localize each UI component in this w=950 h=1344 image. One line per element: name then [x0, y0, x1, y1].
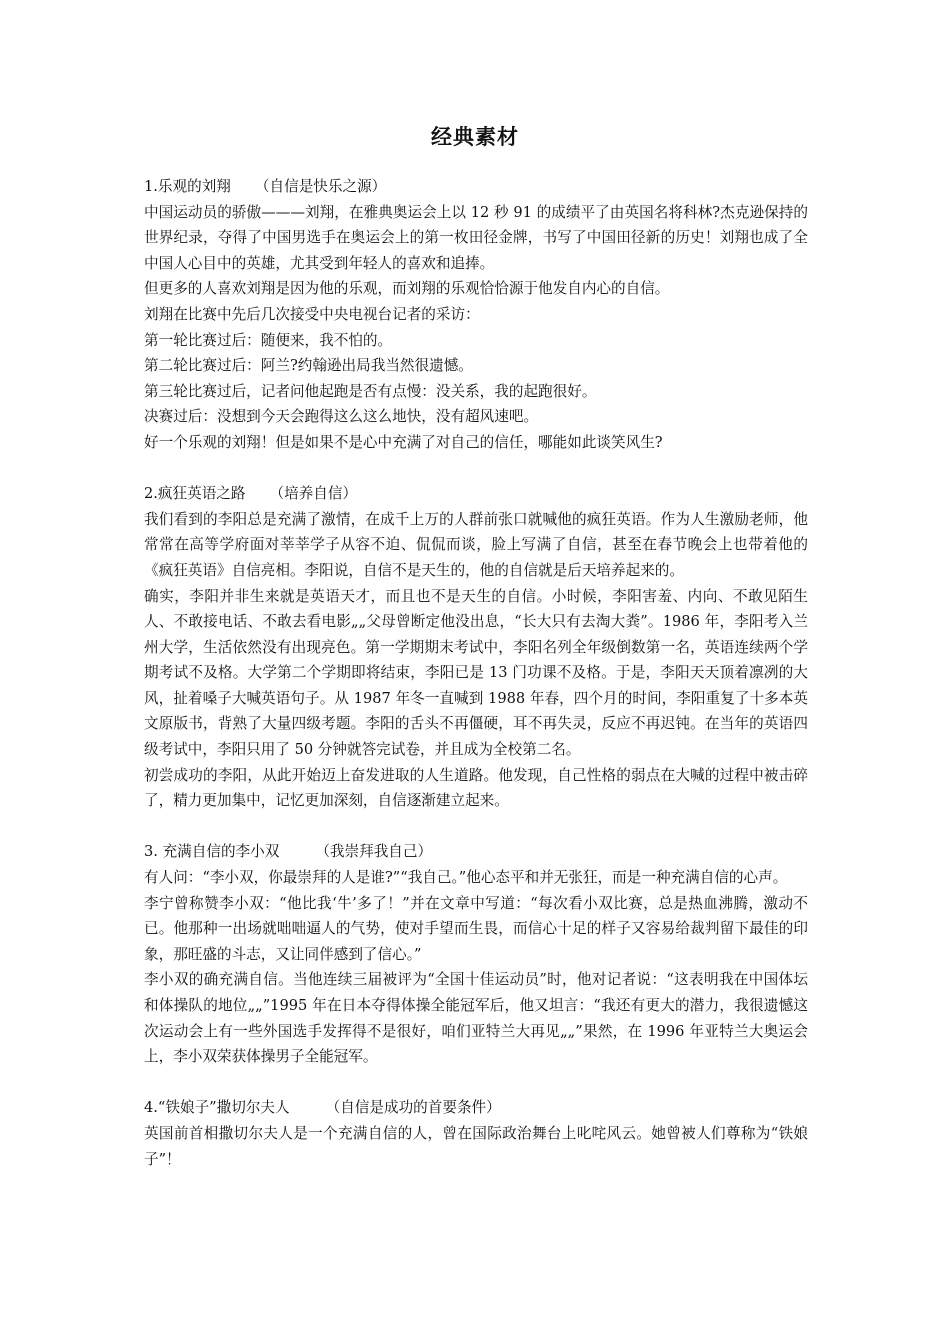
- section-heading-note: （培养自信）: [269, 485, 358, 503]
- section-heading-note: （自信是成功的首要条件）: [325, 1099, 501, 1117]
- paragraph: 刘翔在比赛中先后几次接受中央电视台记者的采访：: [144, 305, 480, 323]
- document-body: [144, 174, 808, 1172]
- paragraph: 有人问：“李小双，你最崇拜的人是谁?”“我自己。”他心态平和并无张狂，而是一种充满自信的心声。: [144, 869, 788, 887]
- paragraph: 我们看到的李阳总是充满了激情，在成千上万的人群前张口就喊他的疯狂英语。作为人生激励老师，他常常在高等学府面对莘莘学子从容不迫、侃侃而谈，脸上写满了自信，甚至在春节晚会上也带着他的《疯狂英语》自信亮相。李阳说，自信不是天生的，他的自信就是后天培养起来的。: [144, 510, 808, 579]
- paragraph: 李宁曾称赞李小双：“他比我‘牛’多了！”并在文章中写道：“每次看小双比赛，总是热血沸腾，激动不已。他那种一出场就咄咄逼人的气势，使对手望而生畏，而信心十足的样子又容易给裁判留下最佳的印象，那旺盛的斗志，又让同伴感到了信心。”: [144, 894, 808, 963]
- section-heading-text: 1.乐观的刘翔: [144, 178, 231, 195]
- paragraph: 李小双的确充满自信。当他连续三届被评为“全国十佳运动员”时，他对记者说：“这表明我在中国体坛和体操队的地位„„”1995 年在日本夺得体操全能冠军后，他又坦言：“我还有更大的潜力，我很遗憾这次运动会上有一些外国选手发挥得不是很好，咱们亚特兰大再见„„”果然，在 1996 年亚特兰大奥运会上，李小双荣获体操男子全能冠军。: [144, 971, 808, 1066]
- paragraph: 中国运动员的骄傲———刘翔，在雅典奥运会上以 12 秒 91 的成绩平了由英国名将科林?杰克逊保持的世界纪录，夺得了中国男选手在奥运会上的第一枚田径金牌，书写了中国田径新的历史！刘翔也成了全中国人心目中的英雄，尤其受到年轻人的喜欢和追捧。: [144, 203, 808, 272]
- section-heading-note: （自信是快乐之源）: [254, 178, 387, 195]
- section-heading-text: 2.疯狂英语之路: [144, 485, 246, 503]
- section-heading-text: 4.“铁娘子”撒切尔夫人: [144, 1099, 290, 1117]
- section-thatcher: [144, 1095, 808, 1172]
- section-heading-text: 3. 充满自信的李小双: [144, 843, 280, 861]
- paragraph: 确实，李阳并非生来就是英语天才，而且也不是天生的自信。小时候，李阳害羞、内向、不敢见陌生人、不敢接电话、不敢去看电影„„父母曾断定他没出息，“长大只有去淘大粪”。1986 年，李阳考入兰州大学，生活依然没有出现亮色。第一学期期末考试中，李阳名列全年级倒数第一名，英语连续两个学期考试不及格。大学第二个学期即将结束，李阳已是 13 门功课不及格。于是，李阳天天顶着凛冽的大风，扯着嗓子大喊英语句子。从 1987 年冬一直喊到 1988 年春，四个月的时间，李阳重复了十多本英文原版书，背熟了大量四级考题。李阳的舌头不再僵硬，耳不再失灵，反应不再迟钝。在当年的英语四级考试中，李阳只用了 50 分钟就答完试卷，并且成为全校第二名。: [144, 587, 808, 759]
- paragraph: 但更多的人喜欢刘翔是因为他的乐观，而刘翔的乐观恰恰源于他发自内心的自信。: [144, 280, 670, 298]
- section-heading: [144, 481, 808, 507]
- paragraph: 第一轮比赛过后：随便来，我不怕的。: [144, 331, 393, 349]
- paragraph: 第二轮比赛过后：阿兰?约翰逊出局我当然很遗憾。: [144, 357, 473, 375]
- document-title: 经典素材: [431, 124, 519, 149]
- section-heading: [144, 839, 808, 865]
- paragraph: 好一个乐观的刘翔！但是如果不是心中充满了对自己的信任，哪能如此谈笑风生?: [144, 433, 663, 451]
- section-heading-note: （我崇拜我自己）: [315, 843, 433, 861]
- paragraph: 英国前首相撒切尔夫人是一个充满自信的人，曾在国际政治舞台上叱咤风云。她曾被人们尊称为“铁娘子”！: [144, 1124, 808, 1168]
- section-heading: [144, 1095, 808, 1121]
- section-crazy-english: [144, 481, 808, 814]
- section-li-xiaoshuang: [144, 839, 808, 1069]
- paragraph: 第三轮比赛过后，记者问他起跑是否有点慢：没关系，我的起跑很好。: [144, 382, 597, 400]
- section-heading: [144, 174, 808, 200]
- section-liu-xiang: [144, 174, 808, 456]
- paragraph: 决赛过后：没想到今天会跑得这么这么地快，没有超风速吧。: [144, 408, 539, 426]
- paragraph: 初尝成功的李阳，从此开始迈上奋发进取的人生道路。他发现，自己性格的弱点在大喊的过程中被击碎了，精力更加集中，记忆更加深刻，自信逐渐建立起来。: [144, 766, 808, 810]
